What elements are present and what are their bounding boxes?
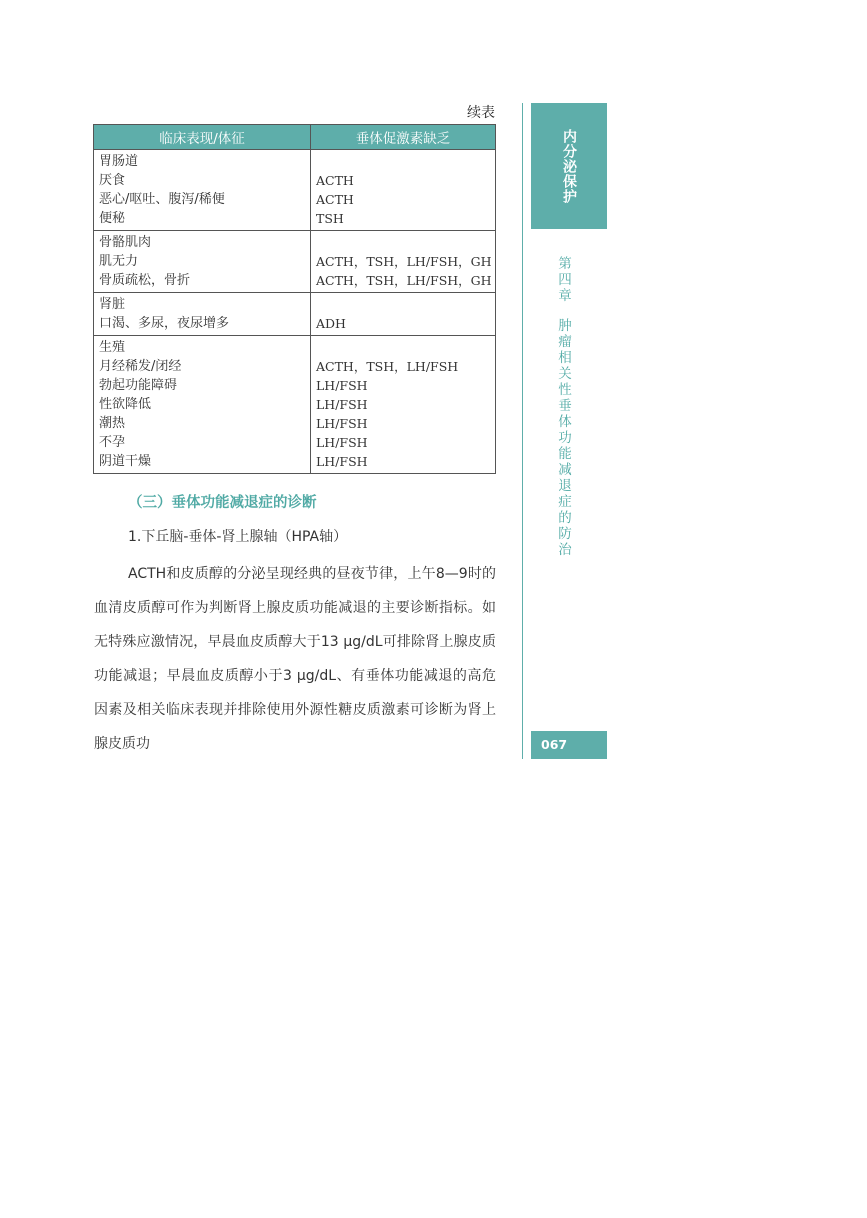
symptom-cell (94, 336, 311, 474)
hormone-text: ACTH (316, 173, 354, 188)
hormone-text: ACTH (316, 192, 354, 207)
table-header-row (94, 125, 496, 150)
symptom-cell (94, 231, 311, 293)
chapter-title (556, 256, 574, 558)
hormone-text: ACTH，TSH，LH/FSH (316, 359, 459, 374)
hormone-text: TSH (316, 211, 344, 226)
table-row (94, 293, 496, 336)
symptom-text: 厌食 (99, 173, 126, 188)
table-row (94, 336, 496, 474)
continued-table-label: 续表 (467, 105, 495, 121)
chapter-title-char: 治 (558, 542, 572, 558)
hormone-cell (311, 231, 496, 293)
chapter-title-char: 相 (558, 350, 572, 366)
symptom-text: 骨骼肌肉 (99, 235, 152, 250)
symptom-text: 潮热 (99, 416, 126, 431)
hormone-cell (311, 150, 496, 231)
chapter-title-char: 体 (558, 414, 572, 430)
hormone-text: LH/FSH (316, 435, 368, 450)
column-header-symptoms: 临床表现/体征 (94, 125, 311, 150)
symptom-text: 勃起功能障碍 (99, 378, 178, 393)
hormone-text (316, 233, 495, 252)
chapter-title-char: 能 (558, 446, 572, 462)
symptom-cell (94, 150, 311, 231)
symptom-text: 生殖 (99, 340, 126, 355)
chapter-title-char: 防 (558, 526, 572, 542)
symptom-text: 便秘 (99, 211, 126, 226)
section-tab-label: 内分泌保护 (561, 129, 577, 204)
hormone-text (316, 152, 495, 171)
hormone-text: ACTH，TSH，LH/FSH，GH (316, 254, 492, 269)
chapter-title-char: 退 (558, 478, 572, 494)
chapter-title-char: 肿 (558, 318, 572, 334)
symptom-text: 肾脏 (99, 297, 126, 312)
hormone-text: LH/FSH (316, 378, 368, 393)
sub-heading: 1.下丘脑-垂体-肾上腺轴（HPA轴） (128, 529, 348, 545)
chapter-title-char: 瘤 (558, 334, 572, 350)
symptom-hormone-table (93, 124, 496, 474)
chapter-title-char: 功 (558, 430, 572, 446)
symptom-text: 不孕 (99, 435, 126, 450)
symptom-text: 性欲降低 (99, 397, 152, 412)
sidebar-divider (522, 103, 523, 759)
page-number: 067 (531, 731, 607, 759)
symptom-text: 胃肠道 (99, 154, 139, 169)
chapter-title-char: 第 (558, 256, 572, 272)
hormone-cell (311, 336, 496, 474)
symptom-text: 恶心/呕吐、腹泻/稀便 (99, 192, 225, 207)
chapter-title-char: 性 (558, 382, 572, 398)
hormone-text: ADH (316, 316, 346, 331)
hormone-cell (311, 293, 496, 336)
table-row (94, 150, 496, 231)
hormone-text (316, 338, 495, 357)
hormone-text: LH/FSH (316, 416, 368, 431)
section-heading: （三）垂体功能减退症的诊断 (128, 495, 317, 511)
symptom-text: 肌无力 (99, 254, 139, 269)
hormone-text: ACTH，TSH，LH/FSH，GH (316, 273, 492, 288)
symptom-cell (94, 293, 311, 336)
chapter-title-char: 的 (558, 510, 572, 526)
chapter-title-char: 关 (558, 366, 572, 382)
table-row (94, 231, 496, 293)
chapter-title-char: 章 (558, 288, 572, 304)
chapter-title-char (556, 304, 574, 318)
section-tab (531, 103, 607, 229)
chapter-title-char: 症 (558, 494, 572, 510)
chapter-title-char: 减 (558, 462, 572, 478)
symptom-text: 口渴、多尿，夜尿增多 (99, 316, 230, 331)
symptom-text: 阴道干燥 (99, 454, 152, 469)
hormone-text (316, 295, 495, 314)
body-paragraph: ACTH和皮质醇的分泌呈现经典的昼夜节律，上午8—9时的血清皮质醇可作为判断肾上腺皮质功能减退的主要诊断指标。如无特殊应激情况，早晨血皮质醇大于13 μg/dL可排除肾上腺皮质功能减退；早晨血皮质醇小于3 μg/dL、有垂体功能减退的高危因素及相关临床表现并排除使用外源性糖皮质激素可诊断为肾上腺皮质功 (94, 566, 496, 752)
chapter-title-char: 垂 (558, 398, 572, 414)
hormone-text: LH/FSH (316, 397, 368, 412)
symptom-text: 骨质疏松，骨折 (99, 273, 191, 288)
column-header-hormones: 垂体促激素缺乏 (311, 125, 496, 150)
hormone-text: LH/FSH (316, 454, 368, 469)
chapter-title-char: 四 (558, 272, 572, 288)
symptom-text: 月经稀发/闭经 (99, 359, 182, 374)
